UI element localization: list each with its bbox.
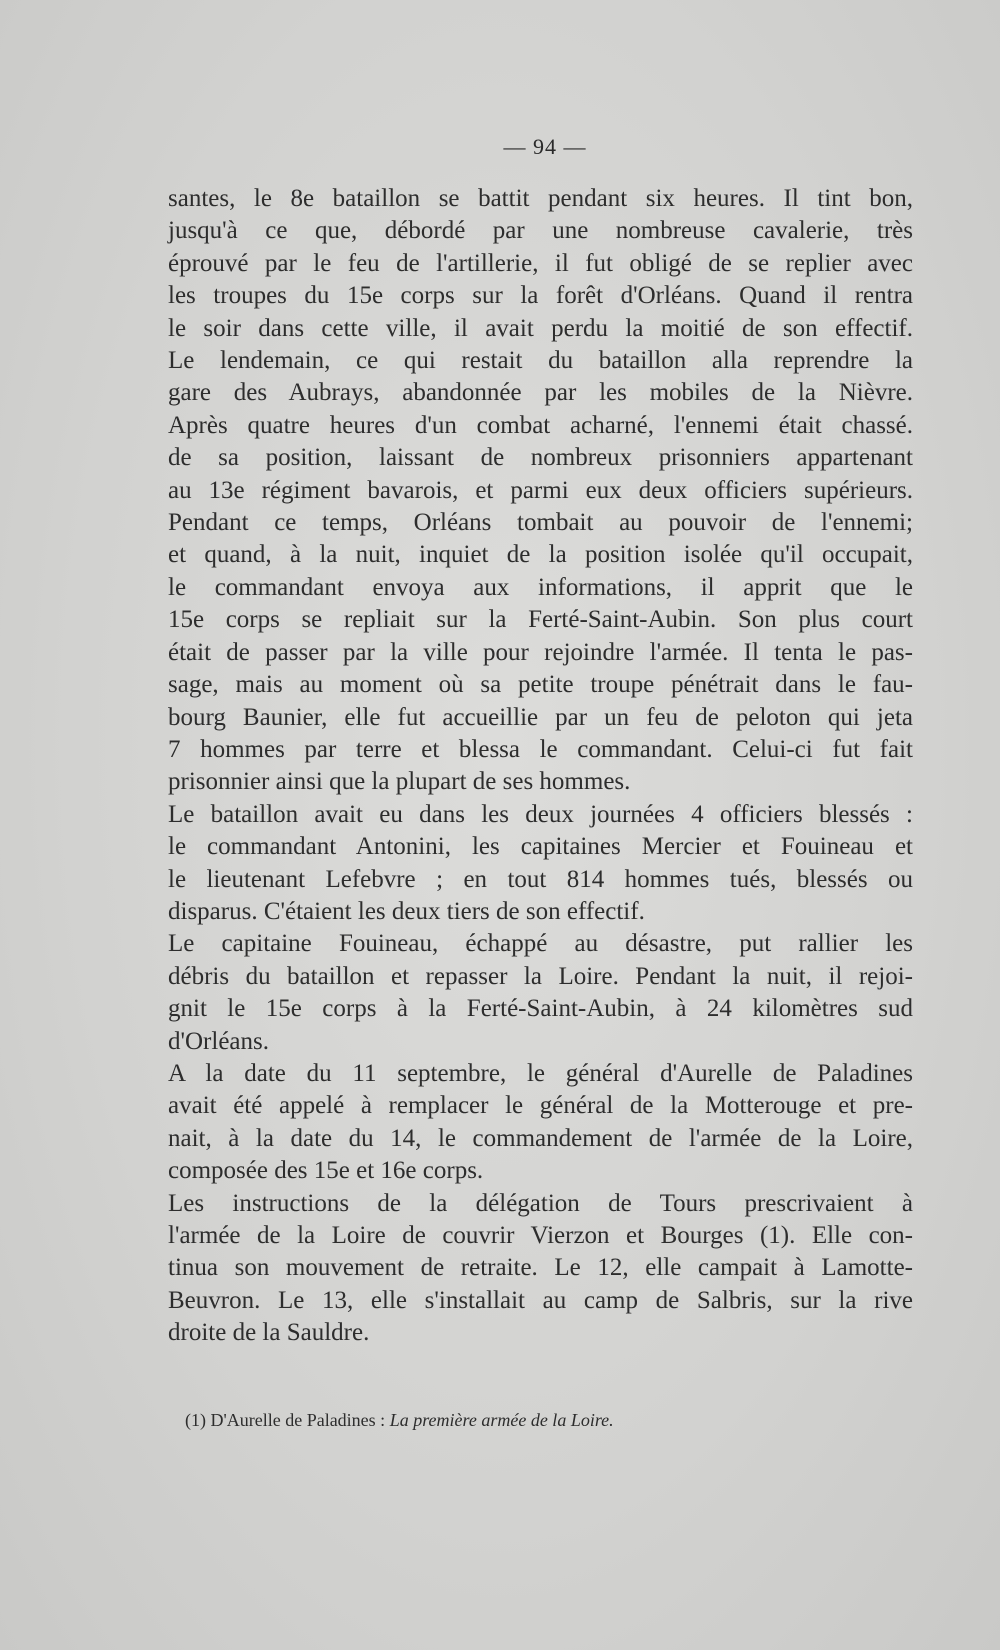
footnote-marker: (1) D'Aurelle de Paladines : — [185, 1410, 390, 1430]
text-line: Le bataillon avait eu dans les deux journées 4 officiers blessés : — [168, 800, 913, 828]
text-line: le soir dans cette ville, il avait perdu la moitié de son effectif. — [168, 314, 913, 342]
text-line: d'Orléans. — [168, 1027, 270, 1055]
text-line: gnit le 15e corps à la Ferté-Saint-Aubin, à 24 kilomètres sud — [168, 995, 913, 1023]
text-line: 15e corps se repliait sur la Ferté-Saint-Aubin. Son plus court — [168, 606, 913, 634]
text-line: sage, mais au moment où sa petite troupe pénétrait dans le fau- — [168, 671, 913, 699]
text-line: l'armée de la Loire de couvrir Vierzon et Bourges (1). Elle con- — [168, 1222, 913, 1249]
text-line: jusqu'à ce que, débordé par une nombreuse cavalerie, très — [168, 217, 913, 245]
footnote — [185, 1410, 614, 1431]
text-line: disparus. C'étaient les deux tiers de son effectif. — [168, 897, 645, 925]
text-line: Après quatre heures d'un combat acharné, l'ennemi était chassé. — [168, 411, 913, 439]
text-line: le commandant Antonini, les capitaines Mercier et Fouineau et — [168, 833, 913, 861]
text-line: composée des 15e et 16e corps. — [168, 1157, 484, 1185]
text-line: droite de la Sauldre. — [168, 1319, 370, 1347]
text-line: le commandant envoya aux informations, il apprit que le — [168, 573, 913, 601]
text-line: gare des Aubrays, abandonnée par les mobiles de la Nièvre. — [168, 379, 913, 407]
text-line: nait, à la date du 14, le commandement de l'armée de la Loire, — [168, 1124, 913, 1152]
text-line: avait été appelé à remplacer le général de la Motterouge et pre- — [168, 1092, 913, 1120]
text-line: éprouvé par le feu de l'artillerie, il fut obligé de se replier avec — [168, 249, 913, 277]
footnote-title: La première armée de la Loire. — [389, 1410, 614, 1430]
text-line: 7 hommes par terre et blessa le commandant. Celui-ci fut fait — [168, 735, 913, 763]
text-line: Les instructions de la délégation de Tours prescrivaient à — [168, 1189, 913, 1217]
text-line: santes, le 8e bataillon se battit pendant six heures. Il tint bon, — [168, 185, 913, 212]
text-line: Pendant ce temps, Orléans tombait au pouvoir de l'ennemi; — [168, 509, 913, 537]
text-line: Le capitaine Fouineau, échappé au désastre, put rallier les — [168, 930, 913, 958]
text-line: et quand, à la nuit, inquiet de la position isolée qu'il occupait, — [168, 541, 913, 569]
text-line: bourg Baunier, elle fut accueillie par un feu de peloton qui jeta — [168, 703, 913, 731]
text-line: de sa position, laissant de nombreux prisonniers appartenant — [168, 444, 913, 472]
text-line: les troupes du 15e corps sur la forêt d'Orléans. Quand il rentra — [168, 282, 913, 310]
text-line: prisonnier ainsi que la plupart de ses hommes. — [168, 768, 631, 796]
text-line: Beuvron. Le 13, elle s'installait au camp de Salbris, sur la rive — [168, 1286, 913, 1314]
text-line: au 13e régiment bavarois, et parmi eux deux officiers supérieurs. — [168, 476, 913, 504]
text-line: le lieutenant Lefebvre ; en tout 814 hommes tués, blessés ou — [168, 865, 913, 893]
text-line: A la date du 11 septembre, le général d'Aurelle de Paladines — [168, 1059, 913, 1087]
text-line: était de passer par la ville pour rejoindre l'armée. Il tenta le pas- — [168, 638, 913, 666]
text-line: tinua son mouvement de retraite. Le 12, elle campait à Lamotte- — [168, 1254, 913, 1282]
body-text — [168, 183, 913, 1350]
text-line: débris du bataillon et repasser la Loire. Pendant la nuit, il rejoi- — [168, 962, 913, 990]
page-number: — 94 — — [503, 134, 587, 159]
text-line: Le lendemain, ce qui restait du bataillon alla reprendre la — [168, 347, 913, 375]
